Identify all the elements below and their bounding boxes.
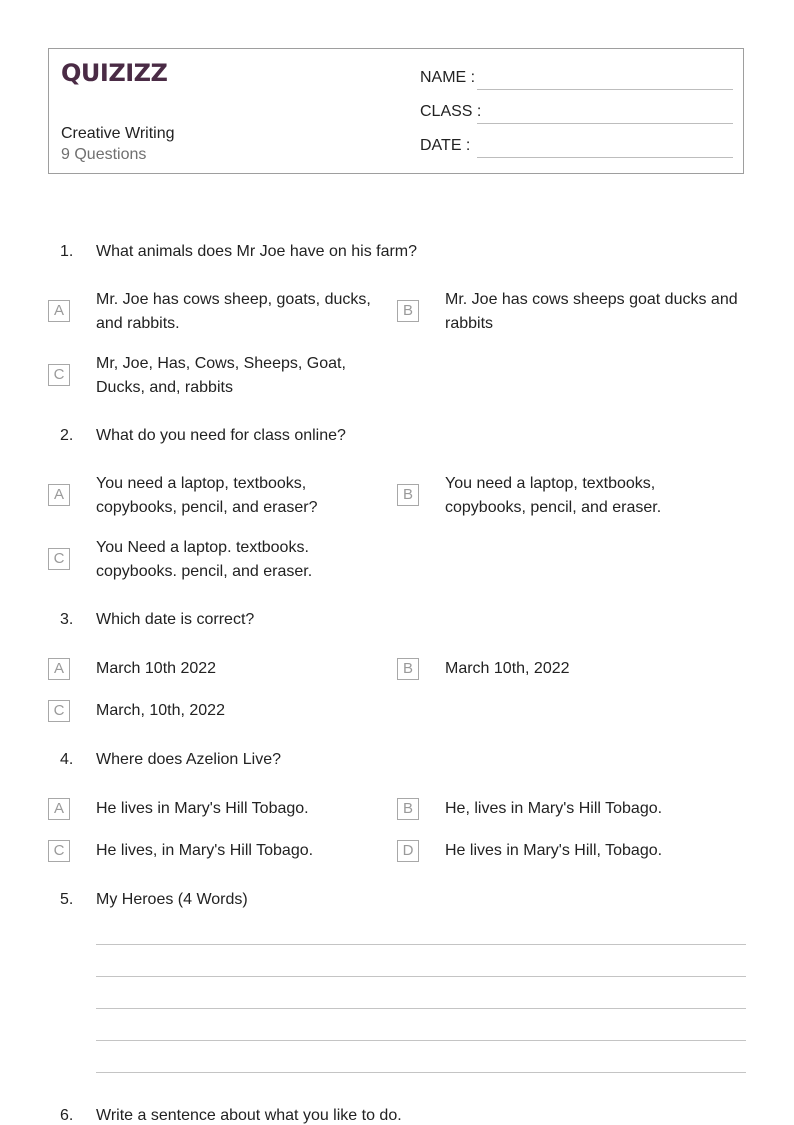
name-line[interactable] — [477, 89, 733, 90]
question-number: 4. — [60, 751, 74, 768]
answer-line[interactable] — [96, 1072, 746, 1073]
question-text: Write a sentence about what you like to do. — [96, 1107, 402, 1124]
option-box[interactable]: A — [48, 300, 70, 322]
option-text: You need a laptop, textbooks, copybooks, pencil, and eraser. — [445, 475, 662, 516]
option-text: He lives in Mary's Hill Tobago. — [96, 800, 309, 817]
option-box[interactable]: B — [397, 798, 419, 820]
option-box[interactable]: A — [48, 658, 70, 680]
option-box[interactable]: B — [397, 300, 419, 322]
question-number: 2. — [60, 427, 74, 444]
date-line[interactable] — [477, 157, 733, 158]
option-box[interactable]: B — [397, 484, 419, 506]
quizizz-logo: QUIZIZZ — [61, 59, 168, 87]
option-text: March 10th 2022 — [96, 660, 217, 677]
question-text: Where does Azelion Live? — [96, 751, 281, 768]
option-text: Mr. Joe has cows sheeps goat ducks and rabbits — [445, 291, 738, 332]
answer-line[interactable] — [96, 1040, 746, 1041]
question-number: 6. — [60, 1107, 74, 1124]
option-text: Mr. Joe has cows sheep, goats, ducks, and rabbits. — [96, 291, 371, 332]
answer-line[interactable] — [96, 1008, 746, 1009]
option-text: He, lives in Mary's Hill Tobago. — [445, 800, 663, 817]
option-text: March 10th, 2022 — [445, 660, 570, 677]
name-label: NAME : — [420, 69, 476, 86]
option-text: Mr, Joe, Has, Cows, Sheeps, Goat, Ducks, and, rabbits — [96, 355, 346, 396]
question-text: Which date is correct? — [96, 611, 255, 628]
answer-line[interactable] — [96, 944, 746, 945]
question-text: What animals does Mr Joe have on his farm? — [96, 243, 418, 260]
option-box[interactable]: A — [48, 484, 70, 506]
question-text: My Heroes (4 Words) — [96, 891, 248, 908]
worksheet-title: Creative Writing — [61, 125, 175, 142]
option-box[interactable]: C — [48, 364, 70, 386]
option-box[interactable]: D — [397, 840, 419, 862]
question-number: 3. — [60, 611, 74, 628]
option-box[interactable]: C — [48, 700, 70, 722]
option-text: You Need a laptop. textbooks. copybooks. pencil, and eraser. — [96, 539, 313, 580]
worksheet-header — [48, 48, 744, 174]
option-box[interactable]: A — [48, 798, 70, 820]
question-number: 1. — [60, 243, 74, 260]
question-text: What do you need for class online? — [96, 427, 346, 444]
option-text: March, 10th, 2022 — [96, 702, 225, 719]
answer-line[interactable] — [96, 976, 746, 977]
question-count: 9 Questions — [61, 146, 147, 163]
option-text: He lives, in Mary's Hill Tobago. — [96, 842, 314, 859]
class-label: CLASS : — [420, 103, 482, 120]
class-line[interactable] — [477, 123, 733, 124]
question-number: 5. — [60, 891, 74, 908]
option-box[interactable]: B — [397, 658, 419, 680]
option-box[interactable]: C — [48, 548, 70, 570]
option-box[interactable]: C — [48, 840, 70, 862]
option-text: You need a laptop, textbooks, copybooks, pencil, and eraser? — [96, 475, 318, 516]
date-label: DATE : — [420, 137, 471, 154]
option-text: He lives in Mary's Hill, Tobago. — [445, 842, 663, 859]
